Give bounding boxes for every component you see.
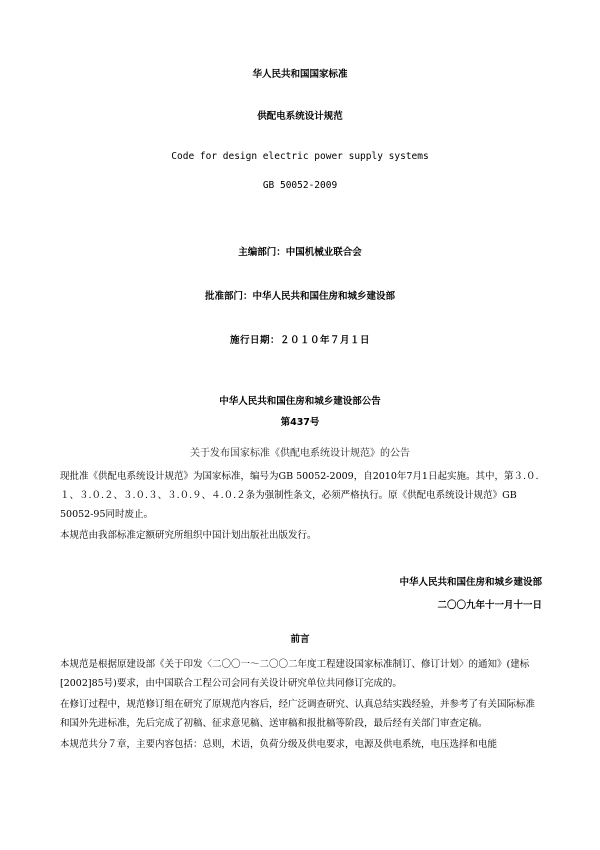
standard-type-label: 华人民共和国国家标准 — [252, 69, 348, 80]
announcement-issuer: 中华人民共和国住房和城乡建设部公告 — [219, 396, 381, 407]
announcement-signature: 中华人民共和国住房和城乡建设部 — [399, 577, 542, 588]
preface-body — [60, 655, 544, 756]
preface-paragraph: 本规范共分７章，主要内容包括：总则，术语，负荷分级及供电要求，电源及供电系统，电压选择和电能 — [60, 739, 498, 750]
approver: 批准部门：中华人民共和国住房和城乡建设部 — [204, 291, 395, 302]
effective-date: 施行日期：２０１０年７月１日 — [229, 335, 370, 346]
document-title-cn: 供配电系统设计规范 — [257, 111, 343, 122]
announcement-number: 第437号 — [280, 417, 320, 428]
preface-heading: 前言 — [290, 634, 310, 645]
announcement-paragraph: 本规范由我部标准定额研究所组织中国计划出版社出版发行。 — [60, 530, 317, 541]
preface-paragraph: 在修订过程中，规范修订组在研究了原规范内容后，经广泛调查研究、认真总结实践经验，并参考了有关国际标准和国外先进标准，先后完成了初稿、征求意见稿、送审稿和报批稿等阶段，最后经有关部门审查定稿。 — [60, 699, 536, 729]
announcement-paragraph: 现批准《供配电系统设计规范》为国家标准，编号为GB 50052-2009，自2010年7月1日起实施。其中，第３.０.１、３.０.２、３.０.３、３.０.９、４.０.２条为强制性条文，必须严格执行。原《供配电系统设计规范》GB 50052-95同时废止。 — [60, 471, 539, 520]
announcement-subject: 关于发布国家标准《供配电系统设计规范》的公告 — [190, 448, 410, 459]
announcement-body — [60, 467, 544, 547]
standard-code: GB 50052-2009 — [262, 180, 338, 191]
announcement-date: 二〇〇九年十一月十一日 — [437, 600, 542, 611]
document-title-en: Code for design electric power supply systems — [171, 151, 429, 162]
chief-editor: 主编部门：中国机械业联合会 — [238, 247, 362, 258]
preface-paragraph: 本规范是根据原建设部《关于印发〈二〇〇一～二〇〇二年度工程建设国家标准制订、修订计划〉的通知》(建标[2002]85号)要求，由中国联合工程公司会同有关设计研究单位共同修订完成的。 — [60, 659, 530, 689]
